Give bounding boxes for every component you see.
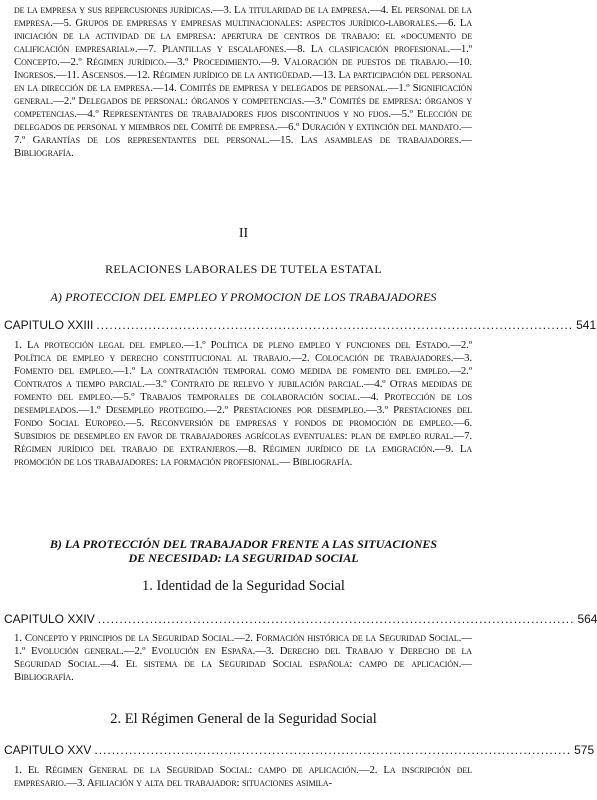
section-title: RELACIONES LABORALES DE TUTELA ESTATAL [105,262,382,276]
dot-leader: .............................................................................................................. [94,743,572,757]
roman-numeral: II [238,226,249,241]
part-1-title: 1. Identidad de la Seguridad Social [142,578,345,594]
subsection-b-line1: B) LA PROTECCIÓN DEL TRABAJADOR FRENTE A LAS SITUACIONES [49,537,438,551]
chapter-page-number: 564 [577,612,597,626]
chapter-xxiii-contents: 1. La protección legal del empleo.—1.º Política de pleno empleo y funciones del Estado.—2.º Política de empleo y derecho constitucional al trabajo.—2. Colocación de trabajadores.—3. Fomento del empleo.—1.º La contratación temporal como medida de fomento del empleo.—2.º Contratos a tiempo parcial.—3.º Contrato de relevo y jubilación parcial.—4.º Otras medidas de fomento del empleo.—5.º Trabajos temporales de colaboración social.—4. Protección de los desempleados.—1.º Desempleo protegido.—2.º Prestaciones por desempleo.—3.º Prestaciones del Fondo Social Europeo.—5. Reconversión de empresas y fondos de promoción de empleo.—6. Subsidios de desempleo en favor de trabajadores agrícolas eventuales: plan de empleo rural.—7. Régimen jurídico del trabajo de extranjeros.—8. Régimen jurídico de la emigración.—9. La promoción de los trabajadores: la formación profesional.— Bibliografía. [14,339,472,468]
chapter-page-number: 541 [576,318,597,332]
subsection-b-title [0,537,487,565]
chapter-xxiv-header [4,612,597,626]
part-2-title: 2. El Régimen General de la Seguridad Social [110,711,377,727]
chapter-xxiii-header [4,318,597,332]
chapter-xxv-contents: 1. El Régimen General de la Seguridad Social: campo de aplicación.—2. La inscripción del empresario.—3. Afiliación y alta del trabajador: situaciones asimila- [14,764,472,789]
chapter-xxiv-contents: 1. Concepto y principios de la Seguridad Social.—2. Formación histórica de la Seguridad Social.—1.º Evolución general.—2.º Evolución en España.—3. Derecho del Trabajo y Derecho de la Seguridad Social.—4. El sistema de la Seguridad Social española: campo de aplicación.—Bibliografía. [14,632,472,683]
dot-leader: .............................................................................................................. [97,612,575,626]
chapter-label: CAPITULO XXIII [4,318,94,332]
subsection-b-line2: DE NECESIDAD: LA SEGURIDAD SOCIAL [128,551,359,565]
chapter-label: CAPITULO XXIV [4,612,95,626]
dot-leader: .............................................................................................................. [96,318,574,332]
subsection-a-title: A) PROTECCION DEL EMPLEO Y PROMOCION DE LOS TRABAJADORES [50,290,437,304]
intro-paragraph: de la empresa y sus repercusiones jurídicas.—3. La titularidad de la empresa.—4. El personal de la empresa.—5. Grupos de empresas y empresas multinacionales: aspectos jurídico-laborales.—6. La iniciación de la actividad de la empresa: apertura de centros de trabajo: el «documento de calificación empresarial».—7. Plantillas y escalafones.—8. La clasificación profesional.—1.º Concepto.—2.º Régimen jurídico.—3.º Procedimiento.—9. Valoración de puestos de trabajo.—10. Ingresos.—11. Ascensos.—12. Régimen jurídico de la antigüedad.—13. La participación del personal en la dirección de la empresa.—14. Comités de empresa y delegados de personal.—1.º Significación general.—2.º Delegados de personal: órganos y competencias.—3.º Comités de empresa: órganos y competencias.—4.º Representantes de trabajadores fijos discontinuos y no fijos.—5.º Elección de delegados de personal y miembros del Comité de empresa.—6.º Duración y extinción del mandato.—7.º Garantías de los representantes del personal.—15. Las asambleas de trabajadores.—Bibliografía. [14,4,472,159]
chapter-label: CAPITULO XXV [4,743,92,757]
chapter-xxv-header [4,743,595,757]
chapter-page-number: 575 [574,743,595,757]
